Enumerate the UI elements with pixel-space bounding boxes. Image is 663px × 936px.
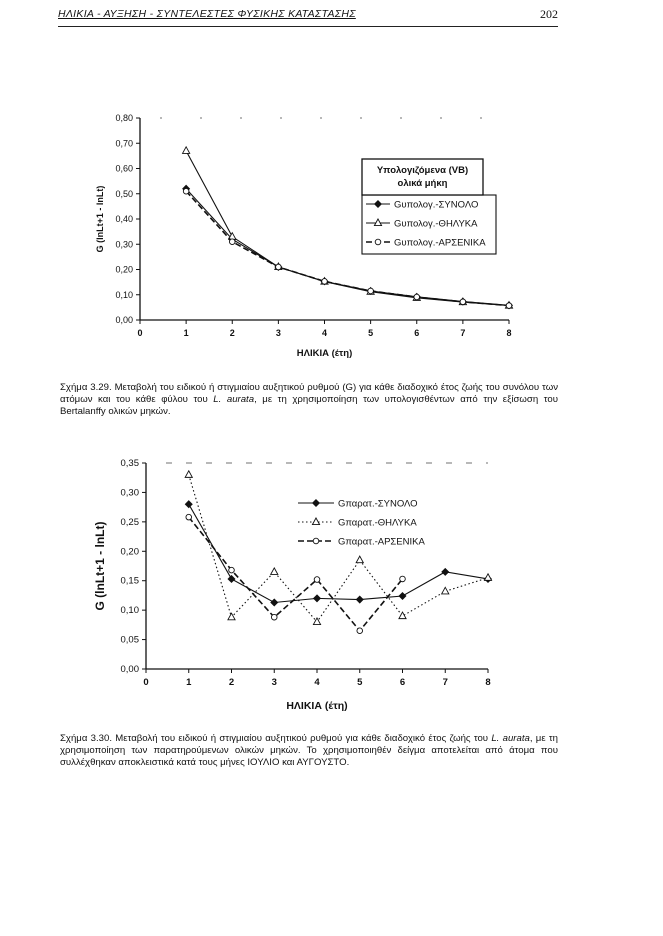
y-axis-title: G (lnLt+1 - lnLt) [95, 185, 105, 253]
data-point [322, 279, 328, 285]
data-point [484, 574, 491, 581]
legend-marker [313, 538, 319, 544]
figure-3-30-caption [60, 733, 558, 769]
series-line [189, 475, 488, 622]
y-tick-label: 0,10 [120, 605, 139, 617]
caption-text: , με τη χρησιμοποίηση των παρατηρούμενων ολικών μηκών. Το χρησιμοποιηθέν δείγμα αποτελείται από άτομα που συλλέχθηκαν αποκλειστικά κατά τους μήνες ΙΟΥΛΙΟ και ΑΥΓΟΥΣΤΟ. [60, 733, 559, 768]
y-axis-title: G (lnLt+1 - lnLt) [93, 521, 107, 611]
x-tick-label: 2 [229, 328, 235, 338]
data-point [271, 614, 277, 620]
x-axis-title: ΗΛΙΚΙΑ (έτη) [286, 700, 348, 712]
data-point [186, 514, 192, 520]
data-point [314, 577, 320, 583]
legend-label: Gπαρατ.-ΑΡΣΕΝΙΚΑ [338, 536, 425, 548]
legend [362, 159, 496, 254]
y-tick-label: 0,40 [115, 214, 133, 224]
x-tick-label: 0 [137, 328, 143, 338]
x-tick-label: 1 [183, 328, 189, 338]
data-point [368, 288, 374, 294]
x-tick-label: 3 [275, 328, 281, 338]
data-point [229, 239, 235, 245]
y-tick-label: 0,15 [120, 575, 139, 587]
data-point [183, 188, 189, 194]
legend-label: Gυπολογ.-ΘΗΛΥΚΑ [394, 218, 478, 230]
y-tick-label: 0,35 [120, 458, 139, 469]
series-2 [185, 471, 491, 625]
species-name: L. aurata [213, 394, 255, 405]
data-point [356, 556, 363, 563]
y-tick-label: 0,60 [115, 163, 133, 174]
x-tick-label: 4 [314, 677, 320, 688]
data-point [313, 595, 320, 602]
series-3 [186, 514, 405, 633]
data-point [276, 264, 282, 270]
data-point [399, 592, 406, 599]
x-tick-label: 7 [460, 328, 466, 338]
caption-text: Σχήμα 3.30. Μεταβολή του ειδικού ή στιγμιαίου αυξητικού ρυθμού για κάθε διαδοχικό έτος ζωής του [60, 733, 492, 744]
data-point [271, 568, 278, 575]
data-point [414, 294, 420, 300]
y-tick-label: 0,25 [120, 516, 139, 528]
x-tick-label: 2 [228, 677, 235, 688]
caption-text: , με τη χρησιμοποίηση των υπολογισθέντων από την εξίσωση του Bertalanffy ολικών μηκών. [60, 394, 558, 417]
data-point [185, 471, 192, 478]
x-tick-label: 6 [399, 677, 406, 688]
y-tick-label: 0,20 [115, 264, 133, 275]
data-point [357, 628, 363, 634]
chart-group [95, 113, 513, 359]
y-tick-label: 0,10 [115, 289, 133, 300]
data-point [356, 596, 363, 603]
legend-label: Gπαρατ.-ΣΥΝΟΛΟ [338, 498, 418, 510]
data-point [183, 147, 190, 154]
y-tick-label: 0,20 [120, 546, 139, 558]
chart-group [93, 458, 492, 712]
y-tick-label: 0,30 [115, 239, 133, 250]
y-tick-label: 0,00 [115, 315, 133, 325]
x-tick-label: 3 [271, 677, 277, 688]
y-tick-label: 0,50 [115, 188, 133, 199]
data-point [442, 587, 449, 594]
y-tick-label: 0,05 [120, 634, 139, 646]
data-point [399, 612, 406, 619]
x-tick-label: 8 [506, 328, 512, 338]
data-point [460, 299, 466, 305]
data-point [442, 568, 449, 575]
x-tick-label: 8 [485, 677, 491, 688]
x-tick-label: 5 [368, 328, 374, 338]
legend-subtitle: ολικά μήκη [397, 178, 448, 189]
x-tick-label: 6 [414, 328, 420, 338]
page-number: 202 [540, 7, 558, 21]
data-point [271, 599, 278, 606]
x-tick-label: 1 [186, 677, 192, 688]
legend-marker [312, 518, 319, 525]
legend-title: Υπολογιζόμενα (VB) [376, 165, 469, 176]
legend [298, 499, 425, 548]
y-tick-label: 0,30 [120, 487, 139, 499]
data-point [506, 303, 512, 309]
x-tick-label: 7 [442, 677, 448, 688]
data-point [228, 575, 235, 582]
figure-3-29-caption [60, 382, 558, 418]
x-tick-label: 0 [143, 677, 149, 688]
caption-text: Σχήμα 3.29. Μεταβολή του ειδικού ή στιγμιαίου αυξητικού ρυθμού (G) για κάθε διαδοχικό έτος ζωής του συνόλου των ατόμων και του κάθε φύλου του [60, 382, 558, 405]
y-tick-label: 0,70 [115, 138, 133, 149]
legend-marker [312, 499, 319, 506]
running-title: ΗΛΙΚΙΑ - ΑΥΞΗΣΗ - ΣΥΝΤΕΛΕΣΤΕΣ ΦΥΣΙΚΗΣ ΚΑΤΑΣΤΑΣΗΣ [58, 8, 356, 20]
x-tick-label: 5 [357, 677, 363, 688]
y-tick-label: 0,80 [115, 113, 133, 123]
x-axis-title: ΗΛΙΚΙΑ (έτη) [296, 348, 353, 359]
data-point [229, 567, 235, 573]
legend-marker [375, 239, 381, 245]
data-point [185, 501, 192, 508]
legend-label: Gυπολογ.-ΣΥΝΟΛΟ [394, 199, 479, 211]
data-point [400, 576, 406, 582]
species-name: L. aurata [491, 733, 530, 744]
x-tick-label: 4 [321, 328, 328, 338]
legend-label: Gυπολογ.-ΑΡΣΕΝΙΚΑ [394, 237, 486, 249]
legend-label: Gπαρατ.-ΘΗΛΥΚΑ [338, 517, 417, 529]
y-tick-label: 0,00 [120, 664, 139, 675]
